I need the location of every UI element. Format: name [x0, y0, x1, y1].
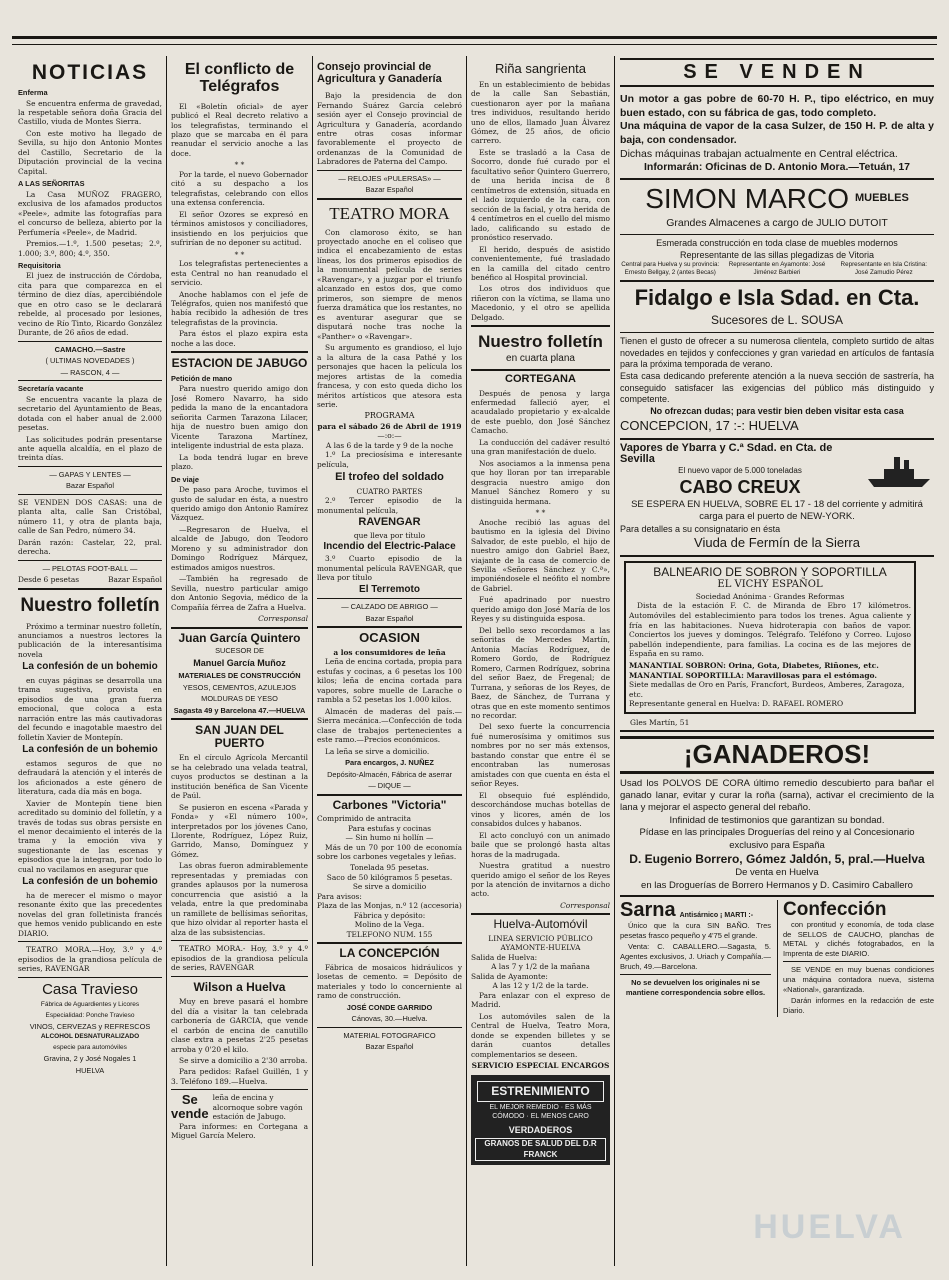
ad-text: Darán informes en la redacción de este Diario. — [783, 996, 934, 1015]
ad-line: CONCEPCION, 17 :-: HUELVA — [620, 417, 799, 433]
article-text: Para nuestro querido amigo don José Romero Navarro, ha sido pedida la mano de la encantadora señorita Carmen Tarazona Lilacer, hija de nuestro buen amigo don Vicente Tarazona Martínez, inteligente industrial de esta plaza. — [171, 384, 308, 451]
ad-title: Se vende — [171, 1092, 209, 1122]
folletin-title: Nuestro folletín — [478, 332, 603, 352]
article-text: El «Boletín oficial» de ayer publicó el Real decreto relativo a los telegrafistas, terminando el plazo que se marcaba en él para reanudar el servicio anoche a las doce. — [171, 101, 308, 158]
ad-line: Para detalles a su consignatario en ésta — [620, 523, 781, 534]
news-text: La Casa MUÑOZ FRAGERO, exclusiva de los afamados productos «Peele», admite las fotografías para el concurso de belleza, abierto por la Perfumería «Peele», de Madrid. — [18, 189, 162, 237]
film-title: Incendio del Electric-Palace — [323, 540, 456, 552]
ad-title: Juan García Quintero — [178, 630, 301, 645]
ad-line: Fábrica de Aguardientes y Licores — [40, 1001, 140, 1009]
ad-text: Tienen el gusto de ofrecer a su numerosa clientela, completo surtido de altas novedades en tejidos y confecciones y gran variedad en artículos de fantasía para la próxima temporada de verano. — [620, 336, 934, 370]
ad-title: Wilson a Huelva — [193, 979, 286, 994]
folletin-subtitle: en cuarta plana — [506, 353, 575, 365]
film-title: El Terremoto — [359, 583, 420, 595]
ad-line: Para avisos: — [317, 891, 362, 901]
top-rule-thin — [12, 44, 937, 45]
ad-camacho-line: ( ULTIMAS NOVEDADES ) — [45, 356, 135, 366]
ad-title: LA CONCEPCIÓN — [339, 946, 440, 961]
ad-line: GRANOS DE SALUD DEL D.R FRANCK — [475, 1138, 606, 1160]
ad-line: Manuel García Muñoz — [193, 657, 286, 668]
ad-line: Comprimido de antracita — [317, 814, 412, 824]
estrenimiento-ad — [471, 1075, 610, 1165]
byline: Corresponsal — [258, 614, 308, 624]
ad-text: Esta casa dedicando preferente atención a la nueva sección de sastrería, ha conseguido satisfacer las exigencias del público más distinguido y competente. — [620, 371, 934, 405]
program-title: PROGRAMA — [364, 411, 415, 421]
ad-calzado: — CALZADO DE ABRIGO — — [341, 602, 438, 612]
ad-text: Los automóviles salen de la Central de Huelva, Teatro Mora, donde se expenden billetes y se darán cuantos detalles complementarios se deseen. — [471, 1011, 610, 1059]
article-text: Del bello sexo recordamos a las señoritas de Mercedes Martín, Antonia Macías Rodríguez, de Romero Gordo, de Rodríguez Romero, Carmen Rodríguez, sobrina del señor Baez, de Fregenal; de Turrana, y señoras de los Reyes, de Baez, de Sánchez, de Turrana y otras que en este momento sentimos no recordar. — [471, 625, 610, 721]
ad-line: TELEFONO NUM. 155 — [346, 929, 433, 939]
ad-line: Infinidad de testimonios que garantizan su bondad. — [669, 814, 885, 826]
ad-line: Grandes Almacenes a cargo de JULIO DUTOIT — [666, 217, 888, 230]
ad-line: EL MEJOR REMEDIO · ES MÁS CÓMODO · EL MENOS CARO — [489, 1103, 592, 1120]
article-title: Consejo provincial de Agricultura y Ganadería — [317, 61, 442, 85]
ad-line: Para encargos, J. NUÑEZ — [345, 758, 434, 768]
ad-text: Fábrica de mosaicos hidráulicos y losetas de cemento. = Depósito de materiales y todo lo concerniente al ramo de construcción. — [317, 962, 462, 1001]
ad-line: D. Eugenio Borrero, Gómez Jaldón, 5, pral.—Huelva — [629, 851, 925, 866]
ad-casas: SE VENDEN DOS CASAS: una de planta alta, calle San Cristóbal, número 11, y otra de planta baja, calle de San Pedro, número 34. — [18, 497, 162, 536]
teatro-mora-note: TEATRO MORA.- Hoy, 3.º y 4.º episodios de la grandiosa película de series, RAVENGAR — [171, 944, 308, 973]
article-text: Fué apadrinado por nuestro querido amigo don José María de los Reyes y su distinguida esposa. — [471, 595, 610, 624]
ad-bazar: Bazar Español — [365, 1042, 414, 1052]
ad-line: Salida de Huelva: — [471, 952, 538, 962]
folletin-text: Xavier de Montepín tiene bien acreditado su dominio del folletín, y a través de todas sus obras persiste en el menor decaimiento el interés de la trama y la emoción viva y sugestionante de las escenas y episodios que la integran, por todo lo cual no vacilamos en asegurar que — [18, 798, 162, 874]
article-title: TEATRO MORA — [329, 203, 450, 223]
ad-text: Para informes: en Cortegana a Miguel García Melero. — [171, 1121, 308, 1141]
ad-text: leña de encina y alcornoque sobre vagón estación de Jabugo. — [212, 1093, 303, 1122]
article-text: Los telegrafistas pertenecientes a esta Central no han reanudado el servicio. — [171, 259, 308, 288]
program-line: que lleva por título — [353, 530, 426, 540]
article-text: Las obras fueron admirablemente representadas y premiadas con grandes aplausos por la numerosa concurrencia que asistió a la velada, entre la que predominaba un ramillete de bellísimas señoritas, que hizo olvidar al reporter hasta el alza de las subsistencias. — [171, 861, 308, 937]
article-text: La conducción del cadáver resultó una gran manifestación de duelo. — [471, 437, 610, 457]
novel-title: La confesión de un bohemio — [22, 661, 158, 673]
ad-bazar: Bazar Español — [108, 575, 162, 585]
ad-title: OCASION — [359, 630, 420, 646]
article-text: El señor Ozores se expresó en términos amistosos y conciliadores, insistiendo en los perjuicios que sufrirían de no deponer su actitud. — [171, 209, 308, 248]
article-title: El conflicto de Telégrafos — [184, 61, 295, 95]
article-title: SAN JUAN DEL PUERTO — [195, 723, 284, 750]
section-title-noticias: NOTICIAS — [31, 61, 149, 84]
news-heading: Petición de mano — [171, 373, 233, 383]
ad-title: Fidalgo e Isla Sdad. en Cta. — [634, 285, 920, 311]
ad-line: JOSÉ CONDE GARRIDO — [346, 1002, 433, 1012]
balneario-ad — [624, 561, 916, 714]
ad-line: Gles Martín, 51 — [630, 717, 690, 727]
ad-bazar: Bazar Español — [65, 481, 115, 491]
ad-casas: Darán razón: Castelar, 22, pral. derecha. — [18, 537, 162, 557]
article-text: Para éstos el plazo expira esta noche a las doce. — [171, 329, 308, 348]
casa-travieso-title: Casa Travieso — [42, 980, 138, 998]
program-line: 2.º Tercer episodio de la monumental película, — [317, 496, 462, 515]
ad-line: VINOS, CERVEZAS y REFRESCOS — [29, 1021, 151, 1031]
ad-relojes: — RELOJES «PULERSAS» — — [338, 173, 441, 183]
byline: Corresponsal — [560, 900, 610, 910]
news-text: Se encuentra enferma de gravedad, la respetable señora doña Gracia del Castillo, viuda de Montes Sierra. — [18, 98, 162, 127]
column-divider — [312, 56, 313, 1266]
column-divider — [614, 56, 615, 1266]
article-text: Por la tarde, el nuevo Gobernador citó a su despacho a los telegrafistas, celebrando con ellos una extensa conferencia. — [171, 169, 308, 208]
folletin-text: ha de merecer el mismo o mayor resonante éxito que las precedentes novelas del gran folletinista francés que hemos venido publicando en este DIARIO. — [18, 890, 162, 938]
article-text: —Regresaron de Huelva, el alcalde de Jabugo, don Teodoro Moreno y su administrador don Domingo Rodríguez Márquez, estimados amigos nuestros. — [171, 524, 308, 572]
ad-text: con prontitud y economía, de toda clase de SELLOS de CAUCHO, planchas de METAL y clichés fotograbados, en la Imprenta de este DIARIO. — [783, 920, 934, 958]
article-text: Los otros dos individuos que riñeron con la víctima, se llama uno Macedonio, y el otro se apellida Delgado. — [471, 284, 610, 322]
ad-line: Se sirve a domicilio — [352, 882, 427, 892]
ad-title: SIMON MARCO — [645, 182, 849, 214]
ad-line: YESOS, CEMENTOS, AZULEJOS — [182, 682, 297, 692]
ad-text: Más de un 70 por 100 de economía sobre los carbones vegetales y leñas. — [317, 842, 462, 861]
article-text: Nuestra gratitud a nuestro querido amigo el señor de los Reyes por la atención de invitarnos a dicho acto. — [471, 861, 610, 899]
article-text: Anoche hablamos con el jefe de Telégrafos, quien nos manifestó que había recibido la adhesión de tres telegrafistas de la provincia. — [171, 289, 308, 327]
ad-material: MATERIAL FOTOGRAFICO — [343, 1030, 436, 1040]
ad-title: Carbones "Victoria" — [332, 797, 447, 812]
ad-line: en las Droguerías de Borrero Hermanos y D. Casimiro Caballero — [641, 879, 913, 891]
ad-line: Sociedad Anónima · Grandes Reformas — [695, 591, 845, 601]
ad-title: Confección — [783, 899, 887, 921]
ad-pelotas: — PELOTAS FOOT-BALL — — [42, 563, 138, 573]
ad-line: Pídase en las principales Droguerías del reino y al Concesionario exclusivo para España — [639, 827, 915, 851]
column-ads — [620, 56, 934, 1266]
news-text: El juez de instrucción de Córdoba, cita para que comparezca en el término de diez días, apercibiéndole que en otro caso se le declarará rebelde, al procesado por lesiones, vecino de Río Tinto, Ricardo González Durante, de 26 años de edad. — [18, 271, 162, 338]
article-text: Se pusieron en escena «Parada y Fonda» y «El número 100», interpretados por los jóvenes Cano, Llorente, Rodríguez, López Ruiz, Garrido, Manso, Domínguez y Gómez. — [171, 802, 308, 859]
ad-line: El nuevo vapor de 5.000 toneladas — [678, 465, 802, 475]
news-heading: Secretaría vacante — [18, 384, 84, 394]
article-text: De paso para Aroche, tuvimos el gusto de saludar en ésta, a nuestro querido amigo don Antonio Ramírez Vázquez. — [171, 485, 308, 523]
news-text: Premios.—1.º, 1.500 pesetas; 2.º, 1.000; 3.º, 800; 4.º, 350. — [18, 239, 162, 258]
article-text: Nos asociamos a la inmensa pena que hoy lloran por tan irreparable desgracia nuestro amigo don Manuel Sánchez Romero y su distinguida hermana. — [471, 458, 610, 506]
article-title: Riña sangrienta — [494, 61, 587, 76]
ad-line: A las 12 y 1/2 de la tarde. — [492, 981, 589, 991]
column-consejo: Consejo provincial de Agricultura y Ganadería Bajo la presidencia de don Fernando Suárez García celebró sesión ayer el Consejo provincial de Agricultura y Ganadería, acordando entre otras cosas informar favorablemente el proyecto de ordenanzas de la Comunidad de Labradores de Paterna del Campo. — RELOJES «PULERSAS» — Bazar Español TEATRO MORA Con clamoroso éxito, se han proyectado anoche en el coliseo que indica el encabezamiento de estas líneas, los dos primeros episodios de la monumental película de series «Ravengar», y a juzgar por el triunfo alcanzado en estos dos, que como primeros, son siempre de menos fuerza dramática que los restantes, no es aventurar asegurar que se disputará noche tras noche la «Panther» o «Ravengar». Su argumento es grandioso, el lujo a la altura de la casa Pathé y los personajes que hacen la película los mejores artistas de la comedia francesa, y con esto queda dicho los méritos artísticos que atesora esta serie. PROGRAMA para el sábado 26 de Abril de 1919 —:o:— A las 6 de la tarde y 9 de la noche 1.º La preciosísima e interesante película, El trofeo del soldado CUATRO PARTES 2.º Tercer episodio de la monumental película, RAVENGAR que lleva por título Incendio del Electric-Palace 3.º Cuarto episodio de la monumental película RAVENGAR, que lleva por título El Terremoto — CALZADO DE ABRIGO — Bazar Español OCASION a los consumidores de leña Leña de encina cortada, propia para estufas y cocinas, a 6 pesetas los 100 kilos; leña de encina cortada para vapores, sobre muelle de Larache o rambla a 52 pesetas los 1.000 kilos. Almacén de maderas del país.—Sierra mecánica.—Confección de toda clase de trabajos pertenecientes a este ramo.—Precios económicos. La leña se sirve a domicilio. Para encargos, J. NUÑEZ Depósito-Almacén, Fábrica de aserrar — DIQUE — Carbones "Victoria" Comprimido de antracita Para estufas y cocinas — Sin humo ni hollín — Más de un 70 por 100 de economía sobre los carbones vegetales y leñas. Tonelada 95 pesetas. Saco de 50 kilógramos 5 pesetas. Se sirve a domicilio Para avisos: Plaza de las Monjas, n.º 12 (accesoria) Fábrica y depósito: Molino de la Vega. TELEFONO NUM. 155 LA CONCEPCIÓN Fábrica de mosaicos hidráulicos y losetas de cemento. = Depósito de materiales y todo lo concerniente al ramo de construcción. JOSÉ CONDE GARRIDO Cánovas, 30.—Huelva. MATERIAL FOTOGRAFICO Bazar Español — [317, 61, 462, 1052]
teatro-mora-note: TEATRO MORA.—Hoy, 3.º y 4.º episodios de la grandiosa película de series, RAVENGAR — [18, 945, 162, 974]
ad-title: BALNEARIO DE SOBRON Y SOPORTILLA — [653, 565, 887, 580]
ad-text: Usad los POLVOS DE CORA último remedio descubierto para bañar el ganado lanar, evitar y curar la roña (sarna), activar el crecimiento de la lana y mejorar el aspecto general del rebaño. — [620, 777, 934, 814]
ad-line: Tonelada 95 pesetas. — [350, 863, 429, 873]
top-rule — [12, 36, 937, 39]
ad-line: SERVICIO ESPECIAL ENCARGOS — [471, 1061, 610, 1071]
article-text: Con clamoroso éxito, se han proyectado anoche en el coliseo que indica el encabezamiento de estas líneas, los dos primeros episodios de la monumental película de series «Ravengar», y a juzgar por el triunfo alcanzado en estos dos, que como primeros, son siempre de menos fuerza dramática que los restantes, no es aventurar asegurar que se disputará noche tras noche la «Panther» o «Ravengar». — [317, 227, 462, 341]
ad-line: No ofrezcan dudas; para vestir bien deben visitar esta casa — [650, 406, 904, 417]
news-text: Con este motivo ha llegado de Sevilla, su hijo don Antonio Montes del Castillo, Secretario de la Diputación provincial de la vecina Capital. — [18, 128, 162, 176]
ad-line: Representante de las sillas plegadizas de Vitoria — [680, 249, 874, 260]
news-heading: De viaje — [171, 474, 199, 484]
novel-title: La confesión de un bohemio — [22, 744, 158, 756]
program-line: A las 6 de la tarde y 9 de la noche — [325, 440, 454, 450]
article-text: El acto concluyó con un animado baile que se prolongó hasta altas horas de la madrugada. — [471, 830, 610, 859]
ad-text: Se sirve a domicilio a 2'30 arroba. — [179, 1055, 308, 1065]
ad-title: ESTRENIMIENTO — [477, 1081, 604, 1102]
ad-line: Especialidad: Ponche Travieso — [45, 1011, 135, 1019]
ad-line: Fábrica y depósito: — [353, 910, 426, 920]
article-text: —También ha regresado de Sevilla, nuestro particular amigo don Antonio Segovia, médico de la Compañía férrea de Zafra a Huelva. — [171, 574, 308, 612]
ad-line: MANANTIAL SOPORTILLA: Maravillosas para el estómago. — [629, 670, 878, 680]
ad-title: SE VENDEN — [620, 58, 934, 87]
ad-line: MANANTIAL SOBRON: Orina, Gota, Diabetes, Riñones, etc. — [629, 660, 879, 670]
news-heading: A LAS SEÑORITAS — [18, 179, 85, 189]
ad-text: Dichas máquinas trabajan actualmente en Central eléctrica. — [620, 147, 898, 160]
ad-line: EL VICHY ESPAÑOL — [717, 578, 823, 590]
ad-line: Plaza de las Monjas, n.º 12 (accesoria) — [317, 901, 462, 911]
ad-line: Representante en Isla Cristina: José Zamudio Pérez — [840, 261, 927, 277]
ad-camacho: CAMACHO.—Sastre — [54, 344, 126, 354]
notice-text: No se devuelven los originales ni se mantiene correspondencia sobre ellos. — [625, 978, 766, 997]
article-text: Anoche recibió las aguas del bautismo en la iglesia del Divino Salvador, de este pueblo, el hijo de nuestro amigo don Gabriel Baez, viajante de la casa de comercio de Sevilla «Señores Sánchez y C.ª», imponiéndosele el neófito el nombre de Gabriel. — [471, 517, 610, 593]
ad-line: MUEBLES — [855, 191, 909, 204]
folletin-text: en cuyas páginas se desarrolla una trama sugestiva, provista en episodios de una gran fuerza emocional, que coloca a esta narración entre las más cautivadoras del fecundo e inagotable maestro del folletín Xavier de Montepín. — [18, 675, 162, 742]
ad-line: Molino de la Vega. — [354, 920, 425, 930]
ad-line: Esmerada construcción en toda clase de muebles modernos — [656, 237, 898, 248]
ad-text: SE ESPERA EN HUELVA, SOBRE EL 17 - 18 del corriente y admitirá carga para el puerto de NEW-YORK. — [631, 499, 923, 523]
ad-line: HUELVA — [75, 1065, 105, 1075]
ad-line: especie para automóviles — [53, 1043, 127, 1051]
ad-line: Representante general en Huelva: D. RAFAEL ROMERO — [629, 699, 844, 709]
news-heading: Enferma — [18, 88, 48, 98]
ad-text: La leña se sirve a domicilio. — [325, 746, 430, 756]
ad-line: AYAMONTE-HUELVA — [500, 943, 581, 953]
ad-line: ALCOHOL DESNATURALIZADO — [40, 1033, 140, 1041]
ad-line: Sagasta 49 y Barcelona 47.—HUELVA — [173, 705, 306, 715]
ad-line: Representante en Ayamonte: José Jiménez Barbieri — [728, 261, 826, 277]
ad-bazar: Bazar Español — [365, 185, 414, 195]
ad-line: — Sin humo ni hollín — — [345, 833, 434, 843]
folletin-text: estamos seguros de que no defraudará la atención y el interés de los aficionados a este género de literatura, cada día más en boga. — [18, 758, 162, 797]
ad-line: Salida de Ayamonte: — [471, 971, 548, 981]
film-title: RAVENGAR — [358, 515, 421, 528]
ad-line: Central para Huelva y su provincia: Ernesto Bellgay, 2 (antes Becas) — [621, 261, 720, 277]
column-rina: Riña sangrienta En un establecimiento de bebidas de la calle San Sebastián, cuestionaron ayer por la mañana tres individuos, resultando herido uno de ellos, llamado Juan Álvarez Gómez, de 25 años, de oficio carrero. Este se trasladó a la Casa de Socorro, donde fué curado por el facultativo señor Quintero Guerrero, de una herida incisa de 8 centímetros de extensión, situada en el lado izquierdo de la cara, con sección de la facial, y otra herida de 4 centímetros en el cuello del mismo lado, calificando su estado de pronóstico reservado. El herido, después de asistido convenientemente, fué trasladado en la camilla del citado centro benéfico al Hospital provincial. Los otros dos individuos que riñeron con la víctima, se llama uno Macedonio, y el otro se apellida Delgado. Nuestro folletín en cuarta plana CORTEGANA Después de penosa y larga enfermedad falleció ayer, el acaudalado propietario y ex-alcalde de este pueblo, don José Sánchez Camacho. La conducción del cadáver resultó una gran manifestación de duelo. Nos asociamos a la inmensa pena que hoy lloran por tan irreparable desgracia nuestro amigo don Manuel Sánchez Romero y su distinguida hermana. * * Anoche recibió las aguas del bautismo en la iglesia del Divino Salvador, de este pueblo, el hijo de nuestro amigo don Gabriel Baez, viajante de la casa de comercio de Sevilla «Señores Sánchez y C.ª», imponiéndosele el neófito el nombre de Gabriel. Fué apadrinado por nuestro querido amigo don José María de los Reyes y su distinguida esposa. Del bello sexo recordamos a las señoritas de Mercedes Martín, Antonia Macías Rodríguez, de Romero Gordo, de Rodríguez Romero, Carmen Rodríguez, sobrina del señor Baez, de Fregenal; de Turrana, y señoras de los Reyes, de Baez, de Sánchez, de Turrana y otras que en este momento sentimos no recordar. Del sexo fuerte la concurrencia fué numerosísima y omitimos sus nombres por no ser más extensos, bastando constar que entre él se encontraban las numerosas amistades con que cuenta en ésta el señor Reyes. El obsequio fué espléndido, descorchándose muchas botellas de vinos y licores, amén de los consabidos dulces y habanos. El acto concluyó con un animado baile que se prolongó hasta altas horas de la madrugada. Nuestra gratitud a nuestro querido amigo el señor de los Reyes por la atención de invitarnos a dicho acto. Corresponsal Huelva-Automóvil LINEA SERVICIO PÚBLICO AYAMONTE-HUELVA Salida de Huelva: A las 7 y 1/2 de la mañana Salida de Ayamonte: A las 12 y 1/2 de la tarde. Para enlazar con el expreso de Madrid. Los automóviles salen de la Central de Huelva, Teatro Mora, donde se expenden billetes y se darán cuantos detalles complementarios se deseen. SERVICIO ESPECIAL ENCARGOS ESTRENIMIENTO EL MEJOR REMEDIO · ES MÁS CÓMODO · EL MENOS CARO VERDADEROS GRANOS DE SALUD DEL D.R FRANCK — [471, 56, 610, 1266]
article-text: El herido, después de asistido convenientemente, fué trasladado en la camilla del citado centro benéfico al Hospital provincial. — [471, 244, 610, 283]
ad-line: Sucesores de L. SOUSA — [710, 313, 844, 328]
ad-line: SUCESOR DE — [215, 646, 264, 656]
ad-line: MOLDURAS DE YESO — [201, 694, 278, 704]
ad-line: Gravina, 2 y José Nogales 1 — [43, 1054, 137, 1064]
news-text: Se encuentra vacante la plaza de secretario del Ayuntamiento de Beas, dotada con el haber anual de 2.000 pesetas. — [18, 394, 162, 433]
article-text: Bajo la presidencia de don Fernando Suárez García celebró sesión ayer el Consejo provincial de Agricultura y Ganadería, acordando entre otras cosas informar favorablemente el proyecto de ordenanzas de la Comunidad de Labradores de Paterna del Campo. — [317, 91, 462, 167]
news-text: Las solicitudes podrán presentarse ante aquella alcaldía, en el plazo de treinta días. — [18, 434, 162, 463]
column-divider — [166, 56, 167, 1266]
ad-text: Único que la cura SIN BAÑO. Tres pesetas frasco pequeño y 4'75 el grande. — [620, 921, 771, 940]
ad-line: VERDADEROS — [508, 1124, 573, 1135]
column-divider — [466, 56, 467, 1266]
program-line: 3.º Cuarto episodio de la monumental película RAVENGAR, que lleva por título — [317, 554, 462, 583]
ad-line: Antisárnico ¡ MARTI :- — [679, 912, 754, 920]
ad-title: Huelva-Automóvil — [493, 917, 588, 932]
ad-text: Para pedidos: Rafael Guillén, 1 y 3. Teléfono 189.—Huelva. — [171, 1067, 308, 1086]
ad-title: Vapores de Ybarra y C.ª Sdad. en Cta. de Sevilla — [620, 441, 833, 466]
ad-line: Para estufas y cocinas — [347, 823, 432, 833]
ad-line: MATERIALES DE CONSTRUCCIÓN — [178, 671, 301, 681]
article-text: En el círculo Agrícola Mercantil se ha celebrado una velada teatral, cuyos productos se destinan a la institución benéfica de San Vicente de Paúl. — [171, 753, 308, 801]
ad-gafas: — GAPAS Y LENTES — — [49, 469, 131, 479]
ad-title: ¡GANADEROS! — [620, 736, 934, 773]
ad-line: Viuda de Fermín de la Sierra — [694, 535, 860, 551]
ad-text: Leña de encina cortada, propia para estufas y cocinas, a 6 pesetas los 100 kilos; leña de encina cortada para vapores, sobre muelle de Larache o rambla a 52 pesetas los 1.000 kilos. — [317, 657, 462, 705]
ad-text: Dista de la estación F. C. de Miranda de Ebro 17 kilómetros. Automóviles del establecimiento para todos los trenes. Agua caliente y fría en las habitaciones. Nueva hidroterapia con baños de vapor. Conciertos los jueves y domingos. Telégrafo. Teléfono y Correo. Lujoso pabellón independiente, para familias. La cocina es de las mejores de España en su ramo. — [629, 601, 911, 659]
ad-text: Una máquina de vapor de la casa Sulzer, de 150 H. P. de alta y baja, con condensador. — [620, 120, 934, 146]
ad-camacho-line: — RASCON, 4 — — [60, 367, 120, 377]
ad-text: Para enlazar con el expreso de Madrid. — [471, 990, 610, 1010]
article-text: El obsequio fué espléndido, descorchándose muchas botellas de vinos y licores, amén de los consabidos dulces y habanos. — [471, 790, 610, 829]
column-noticias — [18, 56, 162, 1266]
news-heading: Requisitoria — [18, 261, 61, 271]
ad-line: LINEA SERVICIO PÚBLICO — [488, 933, 593, 943]
folletin-title: Nuestro folletín — [20, 594, 160, 616]
ad-text: SE VENDE en muy buenas condiciones una máquina contadora nueva, sistema «National», garantizada. — [783, 965, 934, 994]
novel-title: La confesión de un bohemio — [22, 876, 158, 888]
ad-line: A las 7 y 1/2 de la mañana — [491, 962, 590, 972]
ad-bazar: Bazar Español — [365, 613, 414, 623]
article-text: La boda tendrá lugar en breve plazo. — [171, 452, 308, 472]
film-title: El trofeo del soldado — [335, 471, 444, 484]
program-line: para el sábado 26 de Abril de 1919 — [317, 421, 462, 431]
ad-line: Depósito-Almacén, Fábrica de aserrar — [327, 769, 452, 779]
column-telegrafos: El conflicto de Telégrafos El «Boletín oficial» de ayer publicó el Real decreto relativo a los telegrafistas, terminando el plazo que se marcaba en él para reanudar el servicio anoche a las doce. * * Por la tarde, el nuevo Gobernador citó a su despacho a los telegrafistas, celebrando con ellos una extensa conferencia. El señor Ozores se expresó en términos amistosos y conciliadores, insistiendo en los perjuicios que sufrirían de no deponer su actitud. * * Los telegrafistas pertenecientes a esta Central no han reanudado el servicio. Anoche hablamos con el jefe de Telégrafos, quien nos manifestó que había recibido la adhesión de tres telegrafistas de la provincia. Para éstos el plazo expira esta noche a las doce. ESTACION DE JABUGO Petición de mano Para nuestro querido amigo don José Romero Navarro, ha sido pedida la mano de la encantadora señorita Carmen Tarazona Lilacer, hija de nuestro buen amigo don Vicente Tarazona Martínez, inteligente industrial de esta plaza. La boda tendrá lugar en breve plazo. De viaje De paso para Aroche, tuvimos el gusto de saludar en ésta, a nuestro querido amigo don Antonio Ramírez Vázquez. —Regresaron de Huelva, el alcalde de Jabugo, don Teodoro Moreno y su administrador don Domingo Rodríguez Márquez, estimados amigos nuestros. —También ha regresado de Sevilla, nuestro particular amigo don Antonio Segovia, médico de la Compañía férrea de Zafra a Huelva. Corresponsal Juan García Quintero SUCESOR DE Manuel García Muñoz MATERIALES DE CONSTRUCCIÓN YESOS, CEMENTOS, AZULEJOS MOLDURAS DE YESO Sagasta 49 y Barcelona 47.—HUELVA SAN JUAN DEL PUERTO En el círculo Agrícola Mercantil se ha celebrado una velada teatral, cuyos productos se destinan a la institución benéfica de San Vicente de Paúl. Se pusieron en escena «Parada y Fonda» y «El número 100», interpretados por los jóvenes Cano, Llorente, Rodríguez, López Ruiz, Garrido, Manso, Domínguez y Gómez. Las obras fueron admirablemente representadas y premiadas con grandes aplausos por la numerosa concurrencia que asistió a la velada, entre la que predominaba un ramillete de bellísimas señoritas, que hizo olvidar al reporter hasta el alza de las subsistencias. TEATRO MORA.- Hoy, 3.º y 4.º episodios de la grandiosa película de series, RAVENGAR Wilson a Huelva Muy en breve pasará el hombre del día a visitar la tan celebrada carbonería de GARCIA, que vende el carbón de encina de canutillo clase extra a pesetas 2'25 pesetas arroba y 0'20 el kilo. Se sirve a domicilio a 2'30 arroba. Para pedidos: Rafael Guillén, 1 y 3. Teléfono 189.—Huelva. Se vende leña de encina y alcornoque sobre vagón estación de Jabugo. Para informes: en Cortegana a Miguel García Melero. — [171, 61, 308, 1141]
article-text: Después de penosa y larga enfermedad falleció ayer, el acaudalado propietario y ex-alcalde de este pueblo, don José Sánchez Camacho. — [471, 388, 610, 436]
ad-text: Muy en breve pasará el hombre del día a visitar la tan celebrada carbonería de GARCIA, que vende el carbón de encina de canutillo clase extra a pesetas 2'25 pesetas arroba y 0'20 el kilo. — [171, 997, 308, 1054]
article-text: En un establecimiento de bebidas de la calle San Sebastián, cuestionaron ayer por la mañana tres individuos, resultando herido uno de ellos, llamado Juan Álvarez Gómez, de 25 años, de oficio carrero. — [471, 79, 610, 146]
ad-line: a los consumidores de leña — [333, 647, 446, 657]
article-text: Este se trasladó a la Casa de Socorro, donde fué curado por el facultativo señor Quintero Guerrero, de una herida incisa de 8 centímetros de extensión, situada en el lado izquierdo de la cara, con sección de la facial, y otra herida de 4 centímetros en el cuello del mismo lado, calificando su estado de pronóstico reservado. — [471, 147, 610, 243]
program-line: 1.º La preciosísima e interesante película, — [317, 450, 462, 469]
article-title: CORTEGANA — [505, 373, 576, 385]
article-text: Del sexo fuerte la concurrencia fué numerosísima y omitimos sus nombres por no ser más extensos, bastando constar que entre él se encontraban las numerosas amistades con que cuenta en ésta el señor Reyes. — [471, 722, 610, 789]
article-text: Su argumento es grandioso, el lujo a la altura de la casa Pathé y los personajes que hacen la película los mejores artistas de la comedia francesa, y con esto queda dicho los méritos artísticos que atesora esta serie. — [317, 343, 462, 409]
program-line: CUATRO PARTES — [356, 486, 423, 496]
ad-line: — DIQUE — — [368, 781, 411, 791]
ad-text: Almacén de maderas del país.—Sierra mecánica.—Confección de toda clase de trabajos pertenecientes a este ramo.—Precios económicos. — [317, 706, 462, 745]
ad-line: Siete medallas de Oro en París, Francfort, Burdeos, Amberes, Zaragoza, etc. — [629, 680, 905, 699]
watermark: HUELVA — [753, 1208, 906, 1246]
folletin-text: Próximo a terminar nuestro folletín, anunciamos a nuestros lectores la publicación de la interesantísima novela — [18, 621, 162, 659]
ad-pelotas-price: Desde 6 pesetas — [18, 575, 80, 585]
ad-title: Sarna — [620, 899, 676, 922]
ad-text: Informarán: Oficinas de D. Antonio Mora.—Tetuán, 17 — [643, 161, 911, 174]
steamship-icon — [864, 451, 934, 491]
ad-line: Cánovas, 30.—Huelva. — [351, 1014, 428, 1024]
ad-line: Saco de 50 kilógramos 5 pesetas. — [326, 872, 453, 882]
ad-text: Venta: C. CABALLERO.—Sagasta, 5. Agentes exclusivos, J. Uriach y Compañía.—Bruch, 49.—Barcelona. — [620, 942, 771, 971]
ad-line: De venta en Huelva — [735, 867, 819, 879]
ship-name: CABO CREUX — [679, 477, 801, 498]
article-title: ESTACION DE JABUGO — [171, 356, 308, 371]
ad-text: Un motor a gas pobre de 60-70 H. P., tipo eléctrico, en muy buen estado, con su fábrica de gas, todo completo. — [620, 93, 934, 119]
